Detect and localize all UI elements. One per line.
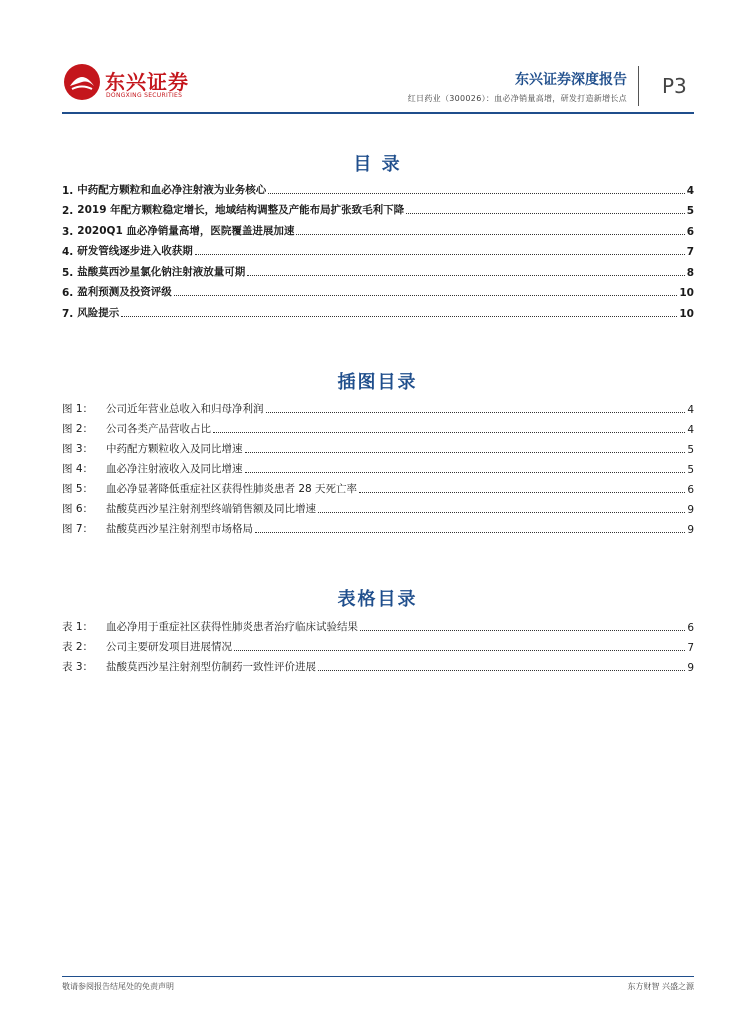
page-number: P3	[662, 74, 687, 98]
toc-item-page: 6	[686, 225, 694, 238]
leader-dots	[195, 254, 685, 255]
figure-item[interactable]	[62, 476, 694, 496]
figure-text: 血必净显著降低重症社区获得性肺炎患者 28 天死亡率	[106, 483, 358, 495]
figure-number: 图 2：	[62, 423, 94, 435]
table-page: 6	[687, 622, 694, 634]
leader-dots	[318, 512, 685, 513]
figure-number: 图 5：	[62, 483, 94, 495]
toc-item-page: 10	[679, 287, 694, 299]
figure-text: 中药配方颗粒收入及同比增速	[106, 443, 243, 455]
figure-number: 图 1：	[62, 403, 94, 415]
report-subtitle: 红日药业（300026）：血必净销量高增，研发打造新增长点	[407, 94, 627, 103]
leader-dots	[245, 472, 686, 473]
table-number: 表 1：	[62, 621, 94, 633]
figure-page: 4	[687, 424, 694, 436]
toc-item-text: 盈利预测及投资评级	[77, 286, 172, 298]
figure-item[interactable]	[62, 436, 694, 456]
logo-wordmark: 东兴证券	[105, 70, 189, 94]
leader-dots	[255, 532, 685, 533]
toc-item-page: 8	[686, 266, 694, 279]
leader-dots	[174, 295, 678, 296]
figure-text: 盐酸莫西沙星注射剂型市场格局	[106, 523, 253, 535]
figure-page: 9	[687, 504, 694, 516]
table-page: 7	[687, 642, 694, 654]
table-item[interactable]	[62, 634, 694, 654]
figure-text: 公司近年营业总收入和归母净利润	[106, 403, 264, 415]
figure-item[interactable]	[62, 496, 694, 516]
report-series-title: 东兴证券深度报告	[515, 72, 627, 88]
table-item[interactable]	[62, 614, 694, 634]
toc-item[interactable]	[62, 279, 694, 300]
figure-page: 6	[687, 484, 694, 496]
figure-item[interactable]	[62, 516, 694, 536]
figure-text: 盐酸莫西沙星注射剂型终端销售额及同比增速	[106, 503, 316, 515]
toc-item-page: 10	[679, 307, 694, 320]
toc-item[interactable]	[62, 299, 694, 320]
leader-dots	[247, 275, 684, 276]
toc-item-number: 4.	[62, 246, 74, 258]
toc-item[interactable]	[62, 258, 694, 279]
figure-text: 血必净注射液收入及同比增速	[106, 463, 243, 475]
figure-number: 图 4：	[62, 463, 94, 475]
toc-item-page: 7	[686, 246, 694, 258]
figure-item[interactable]	[62, 396, 694, 416]
table-text: 血必净用于重症社区获得性肺炎患者治疗临床试验结果	[106, 621, 358, 633]
toc-item[interactable]	[62, 197, 694, 218]
toc-item-number: 7.	[62, 307, 74, 320]
toc-item[interactable]	[62, 217, 694, 238]
leader-dots	[359, 492, 685, 493]
contents-title: 目 录	[353, 154, 402, 175]
toc-item-text: 2020Q1 血必净销量高增，医院覆盖进展加速	[77, 224, 295, 237]
table-number: 表 2：	[62, 641, 94, 653]
leader-dots	[406, 213, 685, 214]
leader-dots	[121, 316, 677, 317]
table-item[interactable]	[62, 654, 694, 674]
figure-text: 公司各类产品营收占比	[106, 423, 211, 435]
toc-item-number: 3.	[62, 225, 74, 238]
tables-title: 表格目录	[337, 589, 418, 610]
table-page: 9	[687, 662, 694, 674]
table-text: 公司主要研发项目进展情况	[106, 641, 232, 653]
logo-english-name: DONGXING SECURITIES	[106, 92, 183, 99]
leader-dots	[234, 650, 685, 651]
toc-item-text: 研发管线逐步进入收获期	[77, 245, 193, 257]
toc-item-number: 2.	[62, 205, 74, 217]
toc-item-text: 2019 年配方颗粒稳定增长，地域结构调整及产能布局扩张致毛利下降	[77, 204, 405, 216]
leader-dots	[360, 630, 685, 631]
tables-list	[62, 614, 694, 674]
figure-number: 图 7：	[62, 523, 94, 535]
figures-list	[62, 396, 694, 536]
toc-item[interactable]	[62, 176, 694, 197]
header-divider	[638, 66, 639, 106]
contents-list	[62, 176, 694, 320]
footer-rule	[62, 976, 694, 977]
header-rule	[62, 112, 694, 114]
figure-page: 4	[687, 404, 694, 416]
figure-number: 图 6：	[62, 503, 94, 515]
figure-number: 图 3：	[62, 443, 94, 455]
leader-dots	[266, 412, 686, 413]
table-text: 盐酸莫西沙星注射剂型仿制药一致性评价进展	[106, 661, 316, 673]
figure-page: 9	[687, 524, 694, 536]
toc-item[interactable]	[62, 238, 694, 259]
toc-item-page: 5	[686, 205, 694, 217]
figure-page: 5	[687, 464, 694, 476]
figure-page: 5	[687, 444, 694, 456]
toc-item-page: 4	[686, 184, 694, 197]
leader-dots	[245, 452, 686, 453]
leader-dots	[213, 432, 685, 433]
table-number: 表 3：	[62, 661, 94, 673]
figures-title: 插图目录	[337, 372, 418, 393]
leader-dots	[296, 234, 684, 235]
toc-item-text: 风险提示	[77, 306, 120, 319]
toc-item-text: 中药配方颗粒和血必净注射液为业务核心	[77, 183, 267, 196]
disclaimer-note: 敬请参阅报告结尾处的免责声明	[62, 982, 174, 991]
footer-slogan: 东方财智 兴盛之源	[627, 982, 694, 991]
figure-item[interactable]	[62, 456, 694, 476]
leader-dots	[268, 193, 684, 194]
toc-item-text: 盐酸莫西沙星氯化钠注射液放量可期	[77, 265, 246, 278]
toc-item-number: 6.	[62, 287, 74, 299]
leader-dots	[318, 670, 685, 671]
figure-item[interactable]	[62, 416, 694, 436]
toc-item-number: 1.	[62, 184, 74, 197]
toc-item-number: 5.	[62, 266, 74, 279]
